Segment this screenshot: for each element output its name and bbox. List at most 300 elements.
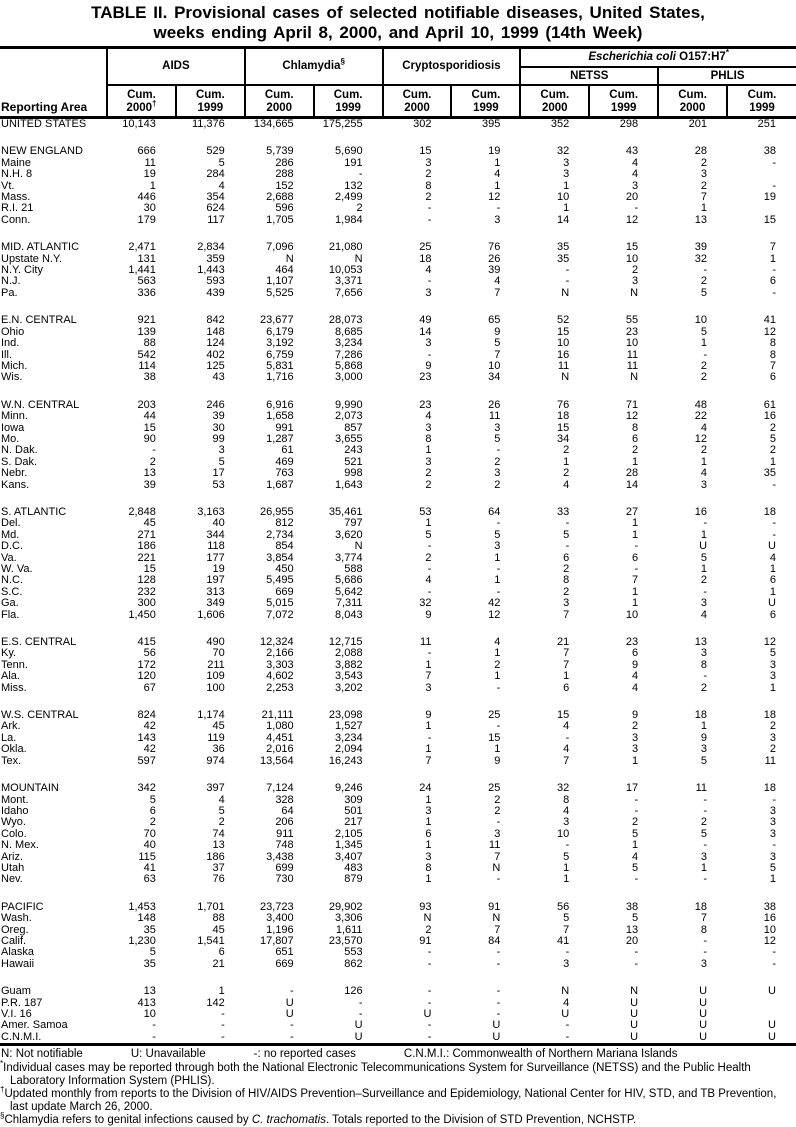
row-label: UNITED STATES — [1, 118, 87, 130]
table-row — [0, 518, 796, 529]
row-label: E.S. CENTRAL — [1, 636, 77, 649]
section-spacer — [0, 384, 796, 400]
table-body — [0, 118, 796, 1045]
table-cell: - — [565, 839, 570, 852]
table-cell: 812 — [275, 517, 294, 530]
table-cell: 3 — [769, 804, 776, 817]
table-cell: 5 — [149, 946, 156, 959]
row-label: Utah — [1, 861, 25, 874]
table-cell: 1 — [769, 681, 776, 694]
table-cell: 5 — [632, 861, 639, 874]
table-cell: 6,179 — [266, 325, 294, 338]
table-cell: 748 — [275, 839, 294, 852]
table-cell: - — [221, 1019, 225, 1032]
table-cell: 48 — [694, 398, 708, 411]
table-cell: 529 — [206, 145, 225, 158]
table-cell: 17 — [212, 467, 225, 480]
table-row — [0, 783, 796, 794]
table-cell: 2,073 — [335, 410, 363, 423]
table-cell: U — [492, 1030, 501, 1043]
table-cell: 3,163 — [197, 505, 225, 518]
table-cell: U — [699, 1019, 708, 1032]
table-cell: 5 — [425, 528, 432, 541]
table-cell: - — [427, 1019, 432, 1032]
table-cell: 10 — [143, 1008, 156, 1020]
table-cell: 9 — [494, 754, 501, 767]
table-cell: 10 — [625, 608, 639, 621]
table-cell: 3 — [632, 731, 639, 744]
table-cell: 35 — [143, 923, 156, 936]
table-cell: 669 — [275, 585, 294, 598]
table-cell: 32 — [694, 252, 708, 265]
table-row — [0, 902, 796, 913]
table-cell: 4 — [632, 156, 639, 169]
table-cell: 1,527 — [335, 720, 363, 733]
table-cell: 1 — [149, 179, 156, 192]
table-row — [0, 372, 796, 383]
table-cell: 2 — [425, 467, 432, 480]
table-cell: 1 — [632, 754, 639, 767]
table-title — [0, 0, 796, 43]
table-cell: 2 — [494, 478, 501, 491]
table-cell: - — [772, 946, 776, 959]
table-row — [0, 158, 796, 169]
table-cell: 1 — [494, 670, 501, 683]
table-cell: 12 — [763, 636, 776, 649]
table-cell: 42 — [488, 597, 501, 610]
section-spacer — [0, 767, 796, 783]
table-cell: 27 — [625, 505, 639, 518]
table-cell: 2 — [700, 359, 708, 372]
table-cell: - — [427, 348, 432, 361]
table-cell: 415 — [137, 636, 156, 649]
table-cell: 4 — [494, 168, 501, 181]
table-cell: 1 — [494, 647, 501, 660]
table-cell: 8,043 — [335, 608, 363, 621]
table-cell: 15 — [625, 241, 639, 254]
table-cell: 15 — [488, 731, 501, 744]
table-cell: 352 — [550, 118, 570, 130]
table-cell: - — [221, 1030, 225, 1043]
table-cell: 3,000 — [335, 371, 363, 384]
table-cell: 3 — [700, 597, 708, 610]
table-cell: 3,234 — [335, 731, 363, 744]
table-row — [0, 276, 796, 287]
table-cell: 395 — [481, 118, 501, 130]
table-cell: 16 — [694, 505, 708, 518]
table-cell: - — [358, 1008, 363, 1020]
table-cell: 6 — [632, 551, 639, 564]
row-label: Wyo. — [1, 816, 26, 829]
row-label: Hawaii — [1, 957, 35, 970]
table-cell: 3 — [494, 827, 501, 840]
table-cell: 3,620 — [335, 528, 363, 541]
table-cell: 4 — [632, 670, 639, 683]
table-cell: 1,443 — [197, 264, 225, 277]
table-cell: 5,495 — [266, 574, 294, 587]
table-cell: 40 — [143, 839, 156, 852]
section-spacer — [0, 621, 796, 637]
table-cell: 12,324 — [260, 636, 294, 649]
table-cell: 2 — [700, 275, 708, 288]
table-cell: 857 — [344, 421, 363, 434]
table-cell: 10 — [556, 337, 570, 350]
table-cell: 3 — [218, 444, 225, 457]
table-cell: 201 — [688, 118, 708, 130]
table-cell: U — [768, 1030, 776, 1043]
table-cell: 124 — [206, 337, 225, 350]
table-row — [0, 254, 796, 265]
table-cell: 1,441 — [128, 264, 156, 277]
table-row — [0, 181, 796, 192]
table-row — [0, 350, 796, 361]
table-cell: 5 — [494, 528, 501, 541]
table-cell: 38 — [625, 900, 639, 913]
table-cell: 1 — [700, 455, 708, 468]
table-cell: 30 — [212, 421, 225, 434]
table-cell: 666 — [137, 145, 156, 158]
row-label: R.I. 21 — [1, 202, 34, 215]
table-cell: N — [630, 371, 639, 384]
table-cell: U — [630, 1019, 639, 1032]
table-cell: 34 — [488, 371, 501, 384]
table-cell: 3,655 — [335, 432, 363, 445]
table-cell: 16,243 — [328, 754, 363, 767]
table-cell: 797 — [344, 517, 363, 530]
table-cell: 45 — [143, 517, 156, 530]
table-cell: 93 — [419, 900, 432, 913]
table-cell: 91 — [419, 934, 432, 947]
table-cell: 143 — [137, 731, 156, 744]
table-cell: 1,984 — [335, 213, 363, 226]
table-cell: 6,759 — [266, 348, 294, 361]
table-cell: 1 — [494, 156, 501, 169]
table-cell: 18 — [763, 709, 776, 722]
table-cell: 1 — [494, 179, 501, 192]
row-label: Okla. — [1, 743, 27, 756]
table-row — [0, 936, 796, 947]
table-cell: 4 — [700, 421, 708, 434]
table-row — [0, 587, 796, 598]
table-cell: 3 — [632, 179, 639, 192]
table-cell: 2,834 — [197, 241, 225, 254]
table-cell: 38 — [763, 900, 776, 913]
table-cell: 2 — [769, 421, 776, 434]
row-label: Mo. — [1, 432, 20, 445]
table-cell: 76 — [488, 241, 501, 254]
table-cell: 3 — [425, 337, 432, 350]
table-cell: 1 — [632, 528, 639, 541]
table-cell: 6 — [563, 681, 570, 694]
table-cell: 39 — [212, 410, 225, 423]
table-cell: 28 — [625, 467, 639, 480]
table-cell: 3,306 — [335, 912, 363, 925]
table-cell: 446 — [137, 191, 156, 204]
table-cell: 2 — [425, 168, 432, 181]
column-group-ecoli: Escherichia coli O157:H7* — [520, 48, 796, 67]
table-cell: 246 — [206, 398, 225, 411]
row-label: Fla. — [1, 608, 20, 621]
table-cell: 19 — [763, 191, 776, 204]
table-row — [0, 721, 796, 732]
table-cell: 288 — [275, 168, 294, 181]
table-cell: 115 — [138, 850, 156, 863]
table-cell: 4 — [700, 467, 708, 480]
table-cell: 2 — [700, 444, 708, 457]
table-cell: - — [634, 804, 639, 817]
table-cell: 5 — [700, 827, 708, 840]
table-cell: 7 — [494, 348, 501, 361]
table-row — [0, 959, 796, 970]
row-label: D.C. — [1, 540, 23, 553]
table-cell: 17,807 — [260, 934, 294, 947]
table-cell: 15 — [419, 145, 432, 158]
table-cell: 2 — [700, 179, 708, 192]
table-cell: 6 — [769, 275, 776, 288]
table-cell: 344 — [206, 528, 225, 541]
table-cell: 597 — [137, 754, 156, 767]
table-cell: 11 — [420, 636, 432, 649]
table-cell: - — [772, 179, 776, 192]
table-row — [0, 575, 796, 586]
table-cell: 7 — [563, 923, 570, 936]
table-cell: 9 — [425, 709, 432, 722]
table-row — [0, 863, 796, 874]
table-cell: 3,854 — [266, 551, 294, 564]
table-row — [0, 457, 796, 468]
table-cell: - — [565, 275, 570, 288]
table-cell: 197 — [206, 574, 225, 587]
table-cell: 699 — [275, 861, 294, 874]
column-subgroup-netss: NETSS — [520, 67, 658, 86]
table-cell: 5 — [632, 827, 639, 840]
table-cell: - — [703, 264, 708, 277]
table-cell: 20 — [625, 191, 639, 204]
table-cell: 2 — [769, 743, 776, 756]
table-cell: - — [772, 264, 776, 277]
table-cell: 10 — [625, 337, 639, 350]
table-row — [0, 1032, 796, 1045]
table-cell: - — [634, 540, 639, 553]
table-cell: 5 — [632, 912, 639, 925]
table-cell: N — [354, 252, 363, 265]
table-cell: 7,072 — [266, 608, 294, 621]
table-cell: 35,461 — [328, 505, 363, 518]
table-row — [0, 480, 796, 491]
table-cell: U — [561, 1008, 570, 1020]
table-cell: 1 — [769, 252, 776, 265]
table-cell: 298 — [619, 118, 639, 130]
table-cell: - — [703, 804, 708, 817]
table-cell: 38 — [763, 145, 776, 158]
table-cell: - — [427, 213, 432, 226]
table-cell: 3 — [700, 647, 708, 660]
column-header-cum-1: Cum. 1999 — [176, 85, 245, 118]
table-cell: - — [703, 793, 708, 806]
table-cell: 4 — [218, 179, 225, 192]
table-cell: 5 — [700, 754, 708, 767]
table-cell: 11 — [695, 782, 708, 795]
table-cell: 17 — [625, 782, 639, 795]
table-cell: 3 — [769, 827, 776, 840]
table-cell: - — [496, 444, 501, 457]
table-cell: 2 — [632, 264, 639, 277]
table-cell: 7 — [700, 191, 708, 204]
table-cell: 6 — [632, 432, 639, 445]
table-cell: 1 — [425, 444, 432, 457]
column-year-headers — [0, 85, 796, 118]
table-cell: 1 — [425, 517, 432, 530]
row-label: PACIFIC — [1, 900, 44, 913]
table-cell: 8 — [769, 348, 776, 361]
table-cell: 21 — [212, 957, 225, 970]
table-cell: 730 — [275, 873, 294, 886]
column-group-aids: AIDS — [107, 48, 245, 86]
table-cell: 3 — [563, 816, 570, 829]
table-cell: U — [630, 1008, 639, 1020]
row-label: Va. — [1, 551, 17, 564]
table-cell: 271 — [137, 528, 156, 541]
table-cell: 309 — [344, 793, 363, 806]
row-label: N. Dak. — [1, 444, 38, 457]
table-cell: - — [772, 528, 776, 541]
table-cell: 1 — [563, 202, 570, 215]
table-cell: 41 — [763, 314, 776, 327]
table-row — [0, 817, 796, 828]
table-cell: 10 — [625, 252, 639, 265]
row-label: E.N. CENTRAL — [1, 314, 77, 327]
row-label: Kans. — [1, 478, 30, 491]
table-row — [0, 288, 796, 299]
table-cell: - — [703, 873, 708, 886]
row-label: La. — [1, 731, 17, 744]
row-label: Ark. — [1, 720, 21, 733]
table-cell: 10 — [556, 191, 570, 204]
table-row — [0, 468, 796, 479]
table-cell: - — [290, 1019, 294, 1032]
table-row — [0, 947, 796, 958]
table-cell: 2 — [769, 444, 776, 457]
table-cell: 67 — [143, 681, 156, 694]
column-header-cum-7: Cum. 1999 — [589, 85, 658, 118]
table-cell: 7 — [632, 574, 639, 587]
row-label: Tenn. — [1, 658, 28, 671]
table-cell: 20 — [625, 934, 639, 947]
table-cell: 1,450 — [128, 608, 156, 621]
table-cell: 5,642 — [335, 585, 363, 598]
table-cell: - — [427, 996, 432, 1009]
table-cell: U — [630, 1030, 639, 1043]
table-cell: 596 — [275, 202, 294, 215]
table-cell: 1 — [632, 585, 639, 598]
table-cell: - — [496, 957, 501, 970]
table-row — [0, 118, 796, 131]
table-cell: 4 — [218, 793, 225, 806]
table-cell: 4,602 — [266, 670, 294, 683]
table-cell: 4 — [632, 681, 639, 694]
table-cell: 13 — [694, 213, 708, 226]
table-cell: 23 — [625, 325, 639, 338]
table-cell: 5,739 — [266, 145, 294, 158]
table-cell: 114 — [138, 359, 156, 372]
table-cell: 4 — [563, 804, 570, 817]
table-cell: 90 — [143, 432, 156, 445]
table-cell: 12 — [625, 410, 639, 423]
table-row — [0, 507, 796, 518]
table-cell: 1,080 — [266, 720, 294, 733]
table-cell: 3,303 — [266, 658, 294, 671]
reporting-area-label: Reporting Area — [1, 99, 88, 114]
row-label: Wash. — [1, 912, 32, 925]
table-row — [0, 733, 796, 744]
table-cell: 7 — [425, 670, 432, 683]
table-cell: 5,686 — [335, 574, 363, 587]
table-row — [0, 840, 796, 851]
table-cell: 36 — [212, 743, 225, 756]
table-cell: 3 — [769, 670, 776, 683]
table-cell: 21 — [556, 636, 570, 649]
row-label: Ga. — [1, 597, 19, 610]
table-cell: 25 — [488, 709, 501, 722]
table-cell: 18 — [763, 782, 776, 795]
table-cell: 2 — [632, 444, 639, 457]
table-cell: 3 — [700, 743, 708, 756]
row-label: N.Y. City — [1, 264, 43, 277]
table-cell: - — [772, 156, 776, 169]
table-cell: 3 — [769, 850, 776, 863]
table-cell: - — [496, 517, 501, 530]
table-cell: U — [768, 985, 776, 998]
table-cell: 2,471 — [128, 241, 156, 254]
table-cell: 5 — [494, 337, 501, 350]
table-cell: 2 — [769, 720, 776, 733]
table-cell: 8,685 — [335, 325, 363, 338]
row-label: Ill. — [1, 348, 12, 361]
table-cell: 284 — [206, 168, 225, 181]
table-cell: - — [772, 286, 776, 299]
table-cell: - — [427, 946, 432, 959]
table-cell: - — [152, 444, 156, 457]
row-label: Idaho — [1, 804, 29, 817]
table-cell: 152 — [275, 179, 294, 192]
table-row — [0, 445, 796, 456]
table-cell: - — [565, 540, 570, 553]
table-cell: 5 — [769, 861, 776, 874]
table-cell: 1,716 — [266, 371, 294, 384]
table-cell: 4 — [494, 275, 501, 288]
table-cell: 5 — [700, 286, 708, 299]
table-cell: 118 — [207, 540, 225, 553]
table-cell: 4 — [425, 264, 432, 277]
table-cell: 70 — [212, 647, 225, 660]
table-cell: 483 — [344, 861, 363, 874]
table-cell: 1 — [425, 658, 432, 671]
row-label: Nev. — [1, 873, 23, 886]
table-cell: 120 — [137, 670, 156, 683]
table-cell: 243 — [344, 444, 363, 457]
table-cell: 13 — [625, 923, 639, 936]
table-cell: U — [768, 597, 776, 610]
table-cell: 232 — [137, 585, 156, 598]
row-label: Alaska — [1, 946, 35, 959]
table-cell: 8 — [632, 421, 639, 434]
table-cell: 38 — [143, 371, 156, 384]
table-cell: - — [496, 681, 501, 694]
table-cell: 1 — [563, 179, 570, 192]
section-spacer — [0, 130, 796, 146]
table-cell: 328 — [275, 793, 294, 806]
table-cell: 6 — [425, 827, 432, 840]
